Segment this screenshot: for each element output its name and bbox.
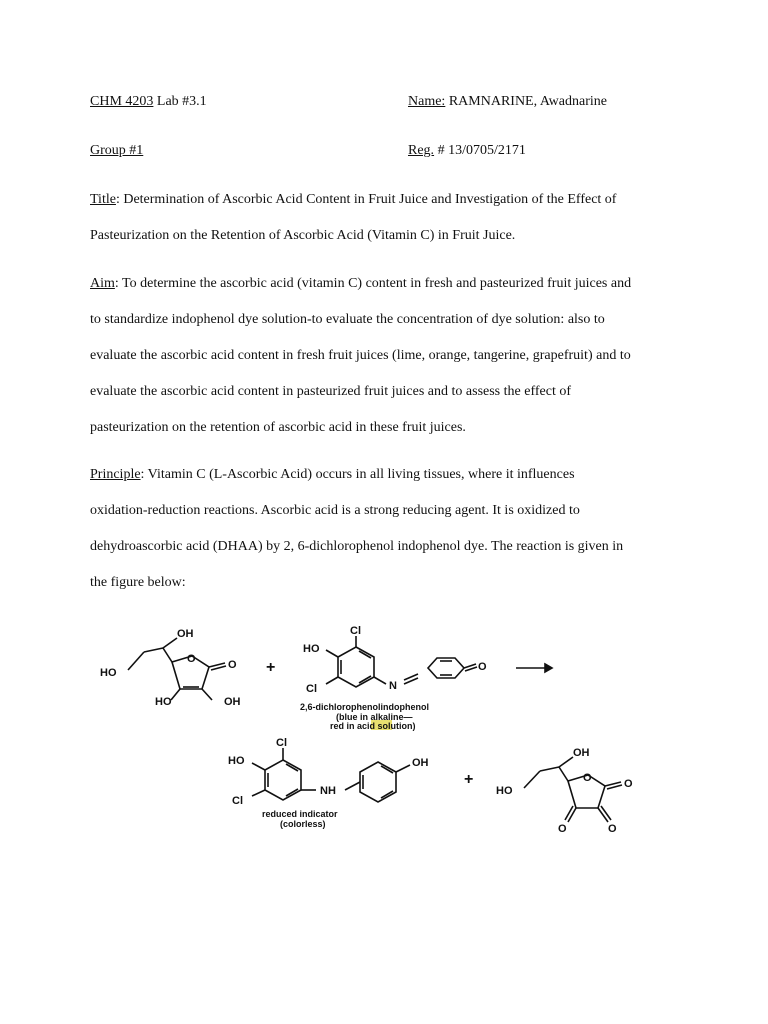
- principle-line: oxidation-reduction reactions. Ascorbic acid is a strong reducing agent. It is oxidized to: [90, 503, 580, 518]
- title-paragraph: [90, 182, 690, 254]
- aim-line: pasteurization on the retention of ascorbic acid in these fruit juices.: [90, 420, 466, 435]
- atom-o: O: [187, 653, 196, 665]
- atom-o: O: [558, 823, 567, 835]
- atom-oh: OH: [177, 628, 194, 640]
- atom-ho: HO: [303, 643, 320, 655]
- reduced-caption: (colorless): [280, 819, 326, 829]
- atom-ho: HO: [100, 667, 117, 679]
- atom-o: O: [608, 823, 617, 835]
- header-reg-line: [408, 143, 526, 159]
- atom-oh: OH: [224, 696, 241, 708]
- atom-oh: OH: [412, 757, 429, 769]
- header-group-line: [90, 143, 690, 159]
- dye-name-caption: 2,6-dichlorophenolindophenol: [300, 702, 429, 712]
- principle-line: the figure below:: [90, 575, 186, 590]
- course-code: CHM 4203: [90, 94, 154, 109]
- aim-label: Aim: [90, 276, 115, 291]
- principle-label: Principle: [90, 467, 141, 482]
- reg-value: # 13/0705/2171: [434, 143, 526, 158]
- atom-cl: Cl: [306, 683, 317, 695]
- principle-paragraph: [90, 457, 690, 601]
- atom-ho: HO: [228, 755, 245, 767]
- reaction-figure: [0, 620, 768, 850]
- atom-o: O: [583, 772, 592, 784]
- reduced-caption: reduced indicator: [262, 809, 338, 819]
- atom-cl: Cl: [232, 795, 243, 807]
- atom-n: N: [389, 680, 397, 692]
- course-lab: Lab #3.1: [153, 94, 207, 109]
- atom-ho: HO: [155, 696, 172, 708]
- atom-o: O: [228, 659, 237, 671]
- name-value: RAMNARINE, Awadnarine: [445, 94, 607, 109]
- aim-line: to standardize indophenol dye solution-to evaluate the concentration of dye solution: also to: [90, 312, 605, 327]
- title-line: : Determination of Ascorbic Acid Content in Fruit Juice and Investigation of the Effect of: [115, 192, 617, 207]
- atom-nh: NH: [320, 785, 336, 797]
- atom-o: O: [478, 661, 487, 673]
- reg-label: Reg.: [408, 143, 435, 158]
- title-line: Pasteurization on the Retention of Ascorbic Acid (Vitamin C) in Fruit Juice.: [90, 228, 516, 243]
- atom-cl: Cl: [276, 737, 287, 749]
- aim-line: evaluate the ascorbic acid content in pasteurized fruit juices and to assess the effect of: [90, 384, 571, 399]
- aim-paragraph: [90, 266, 690, 446]
- header-name-line: [408, 94, 607, 110]
- name-label: Name:: [408, 94, 446, 109]
- dye-note-caption: (blue in alkaline—: [336, 712, 413, 722]
- dye-note-caption: red in acid solution): [330, 721, 416, 731]
- principle-line: dehydroascorbic acid (DHAA) by 2, 6-dichlorophenol indophenol dye. The reaction is given in: [90, 539, 624, 554]
- group-label: Group #1: [90, 143, 144, 158]
- atom-ho: HO: [496, 785, 513, 797]
- atom-oh: OH: [573, 747, 590, 759]
- principle-line: : Vitamin C (L-Ascorbic Acid) occurs in all living tissues, where it influences: [140, 467, 575, 482]
- plus-sign: +: [464, 771, 474, 788]
- aim-line: : To determine the ascorbic acid (vitamin C) content in fresh and pasteurized fruit juices and: [114, 276, 632, 291]
- title-label: Title: [90, 192, 116, 207]
- aim-line: evaluate the ascorbic acid content in fresh fruit juices (lime, orange, tangerine, grapefruit) and to: [90, 348, 631, 363]
- atom-o: O: [624, 778, 633, 790]
- plus-sign: +: [266, 659, 276, 676]
- atom-cl: Cl: [350, 625, 361, 637]
